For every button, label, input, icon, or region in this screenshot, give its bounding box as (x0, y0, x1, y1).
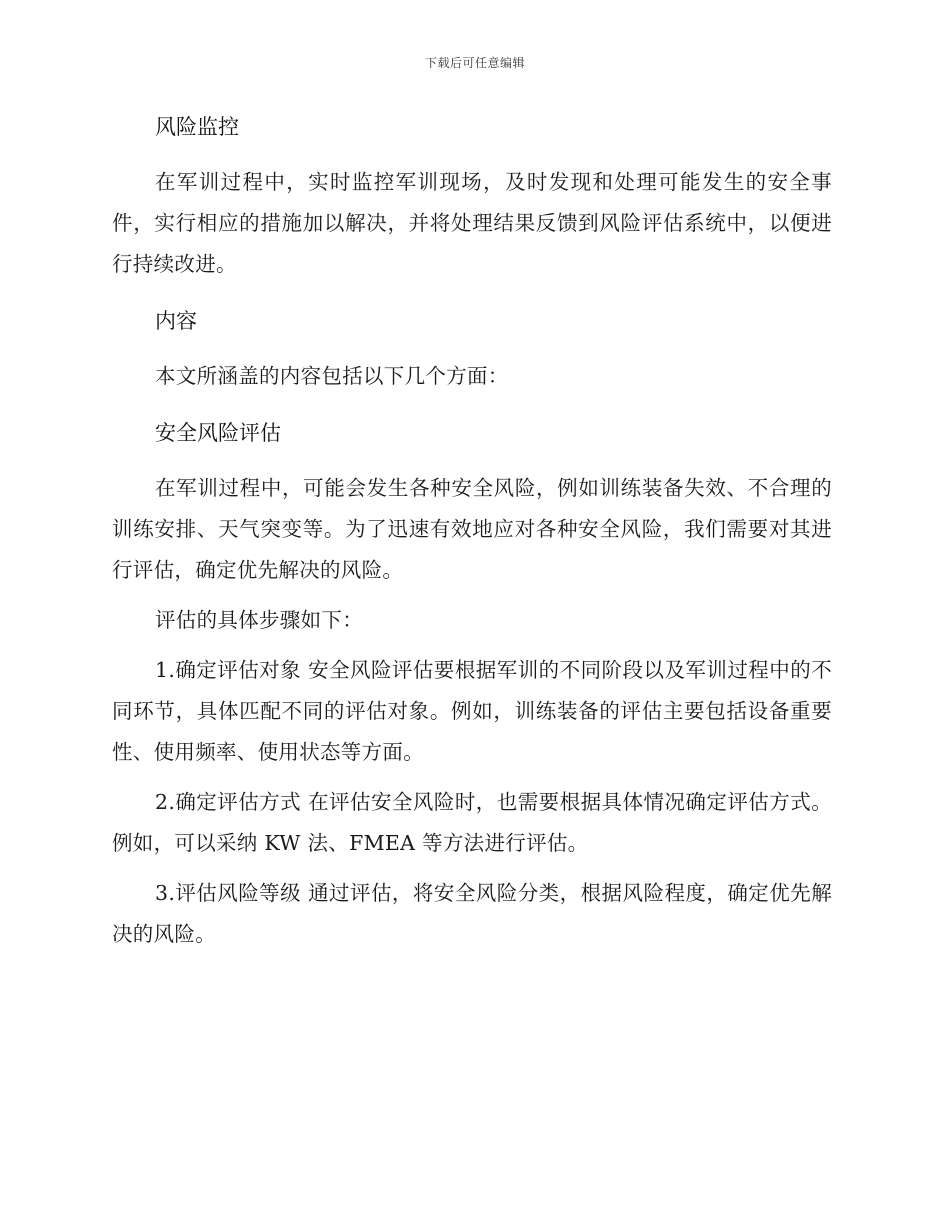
paragraph-safety-assessment: 在军训过程中，可能会发生各种安全风险，例如训练装备失效、不合理的训练安排、天气突变等。为了迅速有效地应对各种安全风险，我们需要对其进行评估，确定优先解决的风险。 (112, 476, 832, 582)
heading-content: 内容 (155, 309, 197, 333)
step-item-3: 3.评估风险等级 通过评估，将安全风险分类，根据风险程度，确定优先解决的风险。 (112, 881, 832, 946)
paragraph-steps-intro: 评估的具体步骤如下： (155, 608, 363, 632)
heading-risk-monitoring: 风险监控 (155, 115, 239, 139)
heading-safety-assessment: 安全风险评估 (155, 421, 281, 445)
page-header-note: 下载后可任意编辑 (424, 56, 525, 70)
step-item-2: 2.确定评估方式 在评估安全风险时，也需要根据具体情况确定评估方式。例如，可以采纳 KW 法、FMEA 等方法进行评估。 (112, 790, 832, 855)
step-item-1: 1.确定评估对象 安全风险评估要根据军训的不同阶段以及军训过程中的不同环节，具体匹配不同的评估对象。例如，训练装备的评估主要包括设备重要性、使用频率、使用状态等方面。 (112, 658, 832, 764)
paragraph-content: 本文所涵盖的内容包括以下几个方面： (155, 364, 509, 388)
paragraph-risk-monitoring: 在军训过程中，实时监控军训现场，及时发现和处理可能发生的安全事件，实行相应的措施加以解决，并将处理结果反馈到风险评估系统中，以便进行持续改进。 (112, 170, 832, 276)
document-body (112, 108, 832, 955)
